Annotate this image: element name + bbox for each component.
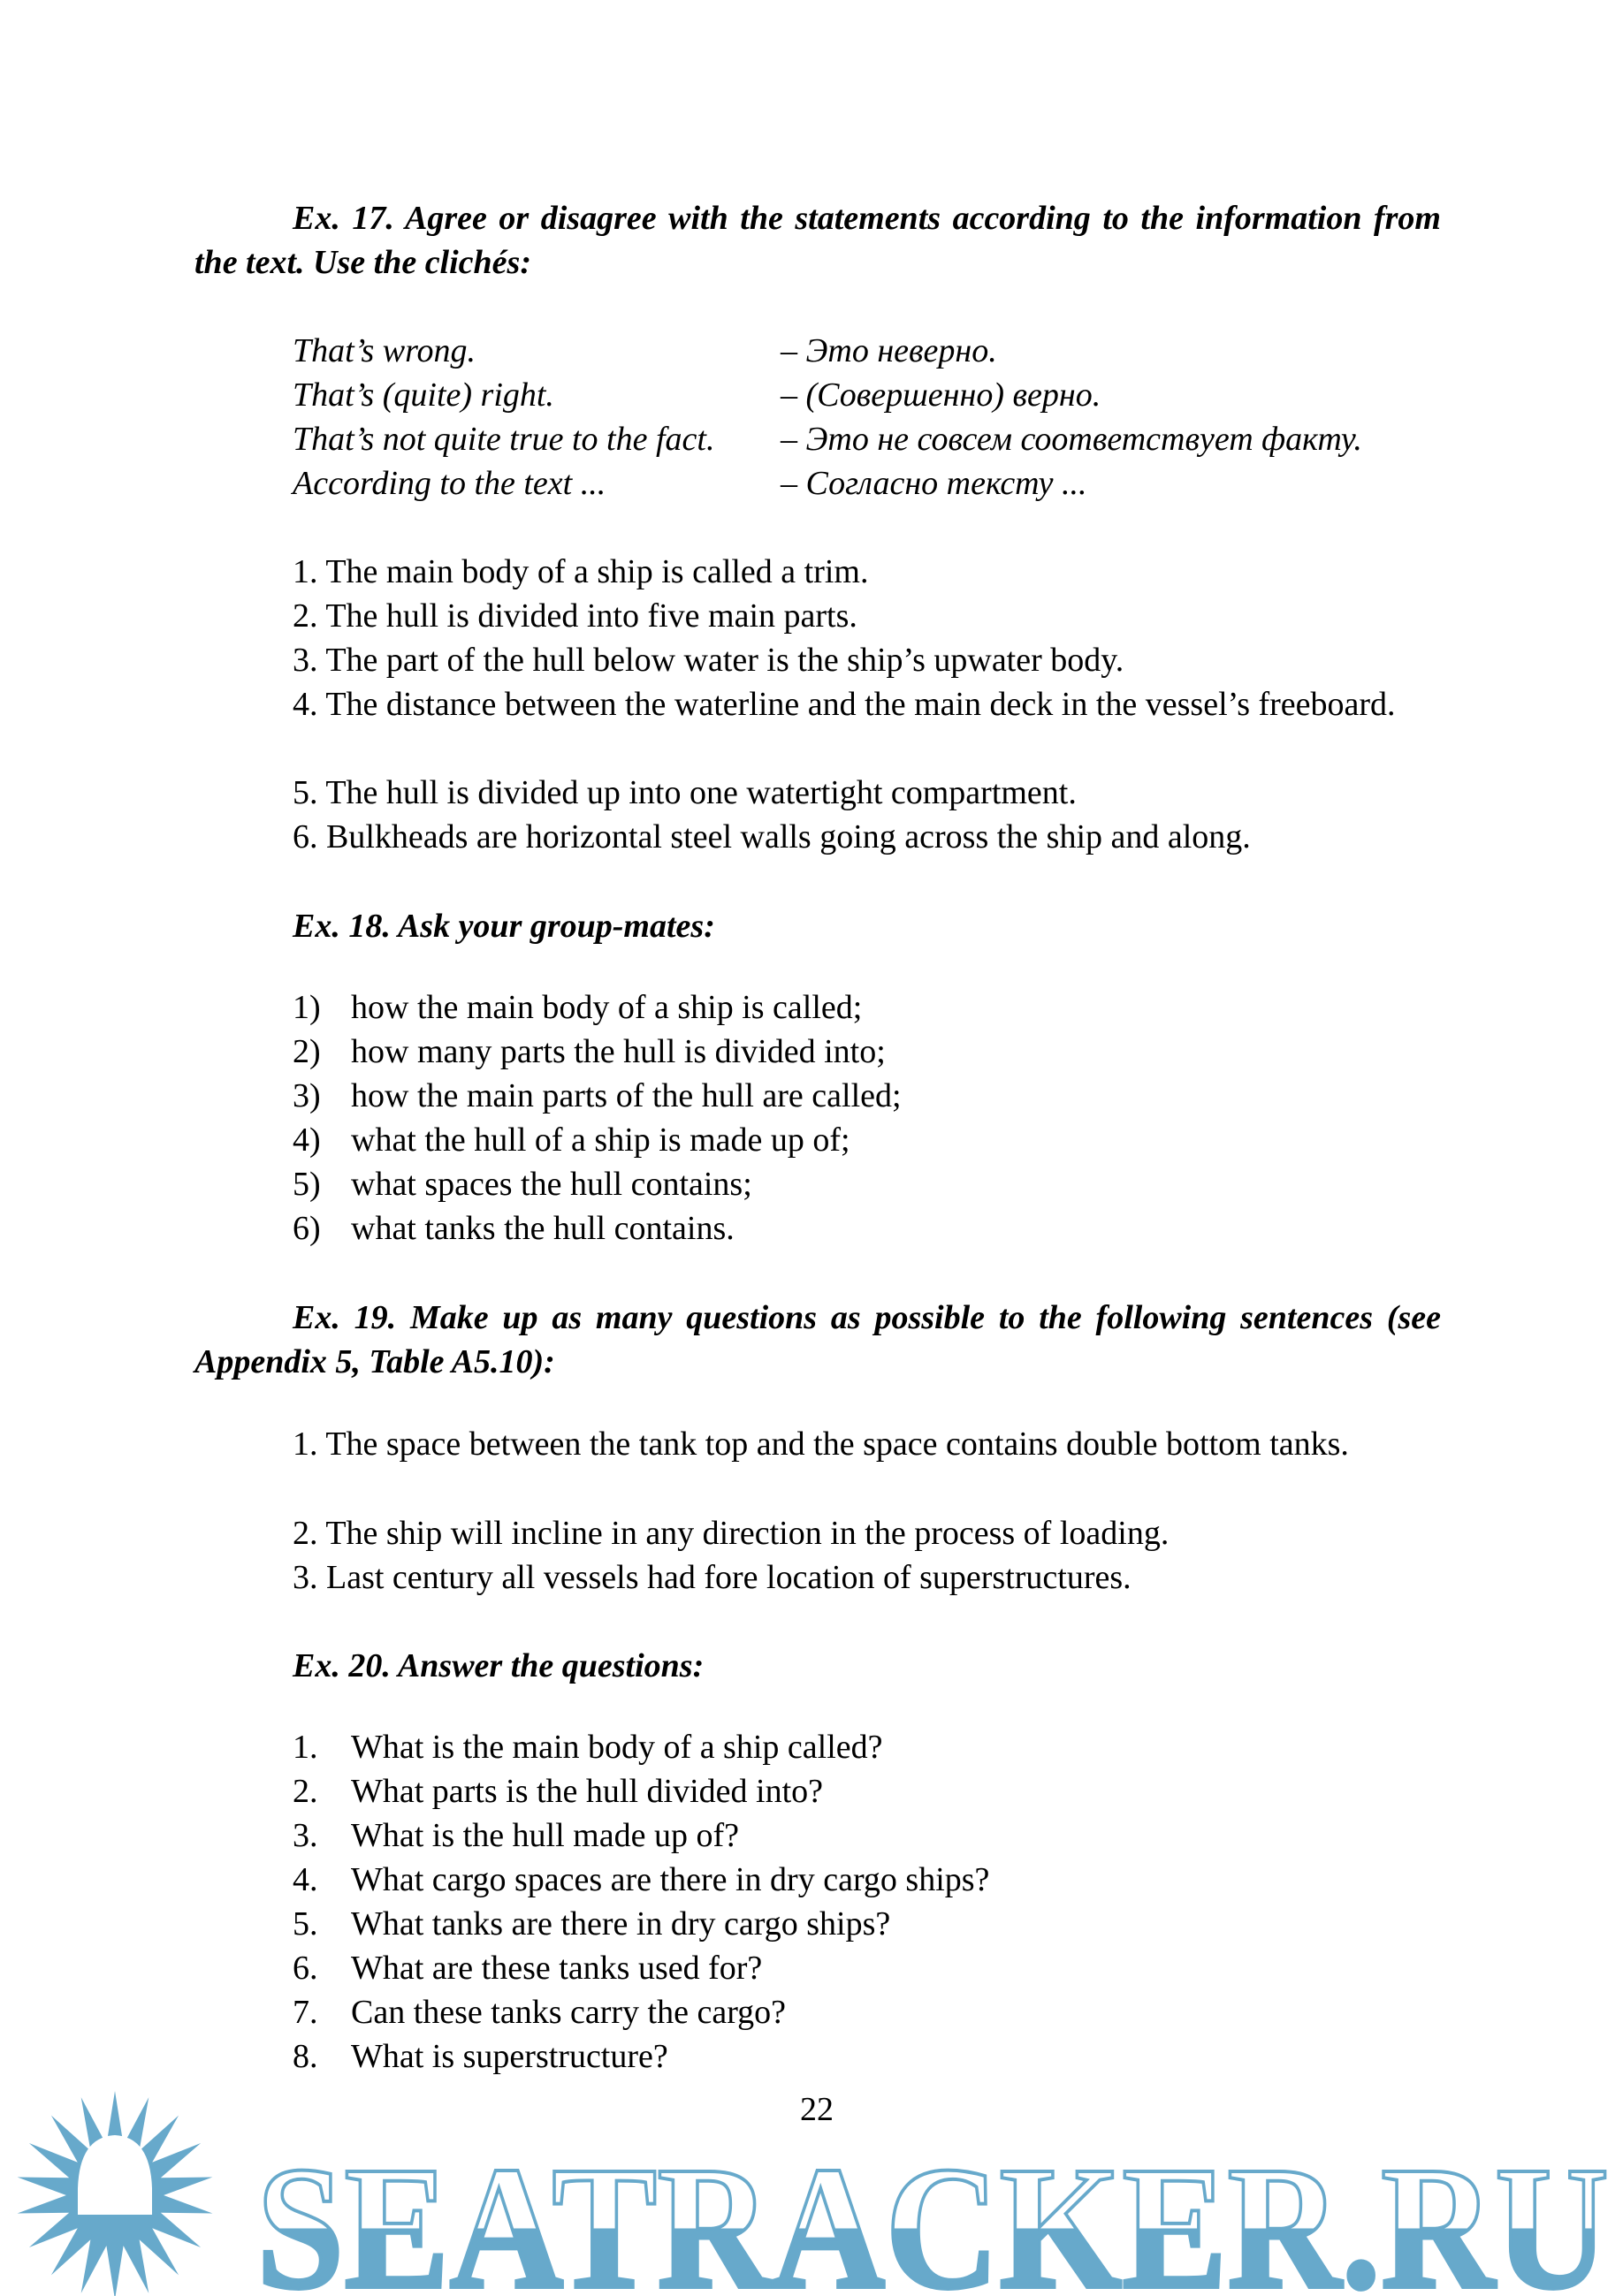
cliche-ru: – Это не совсем соответствует факту. <box>781 421 1362 458</box>
list-item <box>293 1858 989 1902</box>
item-number: 2) <box>293 1033 321 1070</box>
cliche-en: That’s wrong. <box>293 332 476 369</box>
sentence: 2. The ship will incline in any direction in the process of loading. <box>293 1515 1170 1552</box>
statement: 2. The hull is divided into five main parts. <box>293 597 857 635</box>
item-number: 5. <box>293 1905 318 1942</box>
item-text: what spaces the hull contains; <box>351 1166 752 1203</box>
item-number: 6. <box>293 1950 318 1987</box>
item-number: 4. <box>293 1861 318 1898</box>
watermark-text: SEATRACKER.RU <box>256 2131 1609 2296</box>
item-number: 6) <box>293 1210 321 1247</box>
list-item <box>293 1902 890 1946</box>
item-text: What are these tanks used for? <box>351 1950 763 1987</box>
sentence: 3. Last century all vessels had fore location of superstructures. <box>293 1559 1132 1596</box>
item-text: What is the main body of a ship called? <box>351 1729 883 1766</box>
ex19-heading: Ex. 19. Make up as many questions as possible to the following sentences (see Appendix 5, Table A5.10): <box>194 1299 1441 1380</box>
ex20-heading: Ex. 20. Answer the questions: <box>293 1647 705 1684</box>
cliche-row <box>293 417 1362 461</box>
ex18-heading: Ex. 18. Ask your group-mates: <box>293 908 715 945</box>
item-text: what tanks the hull contains. <box>351 1210 735 1247</box>
cliche-row <box>293 329 997 373</box>
cliche-ru: – Согласно тексту ... <box>781 465 1087 502</box>
item-text: What is the hull made up of? <box>351 1817 739 1854</box>
cliche-ru: – Это неверно. <box>781 332 997 369</box>
cliche-row <box>293 461 1087 506</box>
list-item <box>293 1769 823 1813</box>
list-item <box>293 1725 883 1769</box>
item-number: 5) <box>293 1166 321 1203</box>
sun-icon <box>18 2091 213 2296</box>
item-number: 1) <box>293 989 321 1026</box>
item-text: What tanks are there in dry cargo ships? <box>351 1905 891 1942</box>
item-number: 1. <box>293 1729 318 1766</box>
cliche-ru: – (Совершенно) верно. <box>781 376 1101 414</box>
cliche-en: That’s not quite true to the fact. <box>293 421 715 458</box>
item-number: 3) <box>293 1077 321 1114</box>
list-item <box>293 1074 902 1118</box>
list-item <box>293 1162 752 1206</box>
item-number: 4) <box>293 1121 321 1159</box>
cliche-row <box>293 373 1101 417</box>
item-text: how the main body of a ship is called; <box>351 989 863 1026</box>
item-text: what the hull of a ship is made up of; <box>351 1121 850 1159</box>
statement: 3. The part of the hull below water is the ship’s upwater body. <box>293 642 1124 679</box>
item-number: 2. <box>293 1773 318 1810</box>
item-number: 8. <box>293 2038 318 2075</box>
list-item <box>293 1813 739 1858</box>
item-text: how the main parts of the hull are called; <box>351 1077 902 1114</box>
list-item <box>293 1990 786 2034</box>
item-text: Can these tanks carry the cargo? <box>351 1994 787 2031</box>
cliche-en: According to the text ... <box>293 465 606 502</box>
statement: 1. The main body of a ship is called a trim. <box>293 553 869 590</box>
statement: 6. Bulkheads are horizontal steel walls going across the ship and along. <box>293 818 1251 855</box>
statement: 5. The hull is divided up into one watertight compartment. <box>293 774 1077 811</box>
item-number: 7. <box>293 1994 318 2031</box>
list-item <box>293 985 862 1030</box>
item-text: What is superstructure? <box>351 2038 668 2075</box>
item-text: What parts is the hull divided into? <box>351 1773 824 1810</box>
page-number: 22 <box>800 2091 834 2128</box>
list-item <box>293 1030 886 1074</box>
list-item <box>293 1946 762 1990</box>
item-number: 3. <box>293 1817 318 1854</box>
sun-dome <box>78 2135 152 2215</box>
list-item <box>293 2034 668 2079</box>
item-text: What cargo spaces are there in dry cargo ships? <box>351 1861 990 1898</box>
item-text: how many parts the hull is divided into; <box>351 1033 886 1070</box>
statement: 4. The distance between the waterline and the main deck in the vessel’s freeboard. <box>293 686 1396 723</box>
sentence: 1. The space between the tank top and the space contains double bottom tanks. <box>293 1425 1349 1463</box>
cliche-en: That’s (quite) right. <box>293 376 554 414</box>
list-item <box>293 1206 735 1251</box>
list-item <box>293 1118 850 1162</box>
ex17-heading: Ex. 17. Agree or disagree with the statements according to the information from the text. Use the clichés: <box>194 200 1441 281</box>
